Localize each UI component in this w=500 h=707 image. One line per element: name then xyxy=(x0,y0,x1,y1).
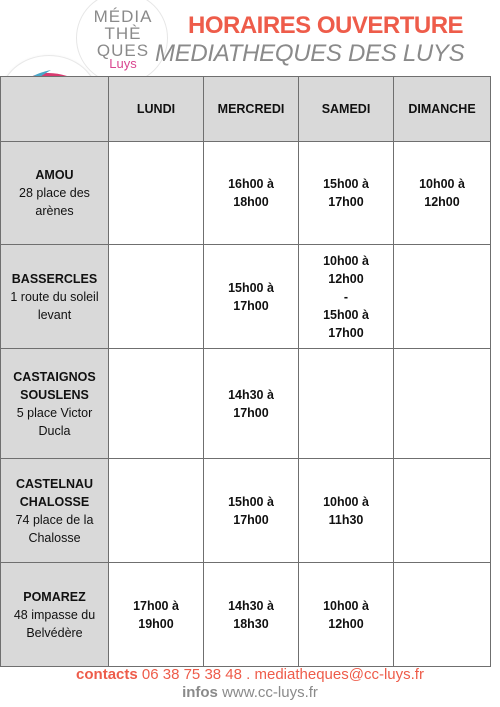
hours-cell-lundi xyxy=(109,142,204,245)
day-header-mercredi: MERCREDI xyxy=(204,77,299,142)
infos-link[interactable]: www.cc-luys.fr xyxy=(222,684,318,701)
time-separator: - xyxy=(343,289,349,304)
place-cell xyxy=(1,142,109,245)
header-row xyxy=(1,77,491,142)
place-address: 1 route du soleil levant xyxy=(10,289,99,322)
time-line: 15h00 à xyxy=(323,307,369,322)
logo-line-2: THÈ xyxy=(104,24,142,43)
time-line: 19h00 xyxy=(138,616,174,631)
hours-cell-dimanche xyxy=(394,459,491,563)
time-line: 17h00 xyxy=(233,512,269,527)
place-name: POMAREZ xyxy=(23,589,86,604)
time-line: 12h00 xyxy=(328,616,364,631)
time-line: 17h00 xyxy=(233,405,269,420)
infos-label: infos xyxy=(182,684,218,701)
time-line: 10h00 à xyxy=(419,177,465,191)
hours-cell-samedi xyxy=(299,245,394,349)
place-name: BASSERCLES xyxy=(11,271,98,286)
hours-cell-mercredi xyxy=(204,245,299,349)
schedule-table xyxy=(0,76,491,667)
time-line: 12h00 xyxy=(328,271,364,286)
logo-line-1: MÉDIA xyxy=(93,7,153,26)
hours-cell-dimanche xyxy=(394,245,491,349)
hours-cell-lundi xyxy=(109,459,204,563)
table-row xyxy=(1,245,491,349)
corner-cell xyxy=(1,77,109,142)
time-line: 15h00 à xyxy=(323,177,369,191)
table-row xyxy=(1,563,491,667)
day-header-dimanche: DIMANCHE xyxy=(394,77,491,142)
place-name: CASTELNAU CHALOSSE xyxy=(15,476,94,509)
time-line: 14h30 à xyxy=(228,598,274,613)
hours-cell-samedi xyxy=(299,142,394,245)
page-subtitle: MEDIATHEQUES DES LUYS xyxy=(155,40,465,67)
place-cell xyxy=(1,563,109,667)
place-address: 28 place des arènes xyxy=(19,186,90,218)
table-row xyxy=(1,459,491,563)
hours-cell-dimanche xyxy=(394,142,491,245)
contacts-line xyxy=(0,666,500,683)
place-cell xyxy=(1,245,109,349)
hours-cell-mercredi xyxy=(204,142,299,245)
table-row xyxy=(1,349,491,459)
time-line: 17h00 xyxy=(328,195,364,209)
hours-cell-dimanche xyxy=(394,349,491,459)
time-line: 10h00 à xyxy=(323,253,369,268)
time-line: 15h00 à xyxy=(228,280,274,295)
time-line: 10h00 à xyxy=(323,494,369,509)
hours-cell-samedi xyxy=(299,459,394,563)
time-line: 12h00 xyxy=(424,195,460,209)
time-line: 10h00 à xyxy=(323,598,369,613)
place-name: AMOU xyxy=(35,168,74,182)
place-address: 5 place Victor Ducla xyxy=(16,405,93,438)
hours-cell-lundi xyxy=(109,563,204,667)
hours-cell-dimanche xyxy=(394,563,491,667)
hours-cell-mercredi xyxy=(204,349,299,459)
time-line: 17h00 xyxy=(233,298,269,313)
hours-cell-mercredi xyxy=(204,459,299,563)
time-line: 17h00 à xyxy=(133,598,179,613)
time-line: 18h00 xyxy=(233,195,269,209)
time-line: 17h00 xyxy=(328,325,364,340)
place-cell xyxy=(1,459,109,563)
infos-line xyxy=(0,684,500,701)
place-address: 74 place de la Chalosse xyxy=(15,512,94,545)
hours-cell-mercredi xyxy=(204,563,299,667)
contacts-label: contacts xyxy=(76,666,138,683)
place-address: 48 impasse du Belvédère xyxy=(13,607,96,640)
hours-cell-samedi xyxy=(299,349,394,459)
time-line: 11h30 xyxy=(328,512,364,527)
time-line: 18h30 xyxy=(233,616,269,631)
contacts-value[interactable]: 06 38 75 38 48 . mediatheques@cc-luys.fr xyxy=(141,666,424,683)
logo-line-4: Luys xyxy=(109,56,137,71)
hours-cell-lundi xyxy=(109,349,204,459)
logo-line-3: QUES xyxy=(96,41,150,60)
table-row xyxy=(1,142,491,245)
time-line: 14h30 à xyxy=(228,387,274,402)
hours-cell-samedi xyxy=(299,563,394,667)
hours-cell-lundi xyxy=(109,245,204,349)
time-line: 16h00 à xyxy=(228,177,274,191)
time-line: 15h00 à xyxy=(228,494,274,509)
place-name: CASTAIGNOS SOUSLENS xyxy=(13,369,96,402)
day-header-lundi: LUNDI xyxy=(109,77,204,142)
place-cell xyxy=(1,349,109,459)
page-title: HORAIRES OUVERTURE xyxy=(188,12,464,39)
day-header-samedi: SAMEDI xyxy=(299,77,394,142)
